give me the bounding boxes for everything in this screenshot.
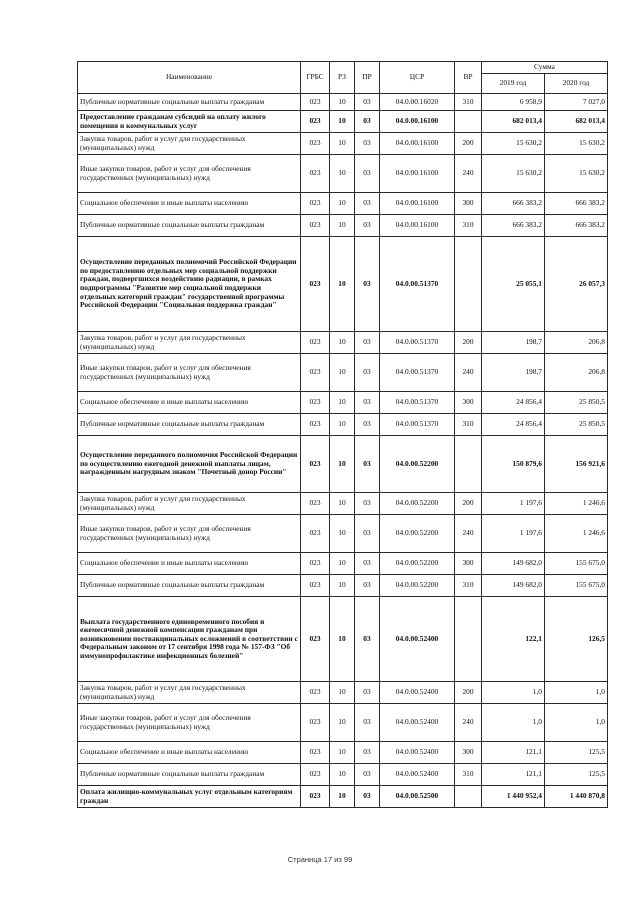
row-pr: 03 (355, 332, 380, 354)
row-name: Иные закупки товаров, работ и услуг для обеспечения государственных (муниципальных) нужд (78, 354, 301, 392)
row-amount-2019: 150 879,6 (482, 436, 545, 493)
row-amount-2019: 6 958,9 (482, 94, 545, 111)
row-name: Оплата жилищно-коммунальных услуг отдельным категориям граждан (78, 786, 301, 808)
row-vr: 310 (455, 575, 482, 597)
row-amount-2020: 206,8 (545, 332, 608, 354)
row-grbs: 023 (301, 742, 330, 764)
row-amount-2020: 15 630,2 (545, 155, 608, 193)
row-vr: 300 (455, 193, 482, 215)
row-name: Иные закупки товаров, работ и услуг для обеспечения государственных (муниципальных) нужд (78, 155, 301, 193)
row-csr: 04.0.00.52400 (380, 682, 455, 704)
row-amount-2020: 15 630,2 (545, 133, 608, 155)
table-row (78, 193, 608, 215)
row-csr: 04.0.00.16020 (380, 94, 455, 111)
table-row (78, 515, 608, 553)
row-pr: 03 (355, 682, 380, 704)
table-row (78, 354, 608, 392)
row-rz: 10 (330, 332, 355, 354)
row-rz: 10 (330, 237, 355, 332)
header-vr: ВР (455, 62, 482, 94)
row-pr: 03 (355, 414, 380, 436)
row-csr: 04.0.00.51370 (380, 332, 455, 354)
row-vr: 300 (455, 553, 482, 575)
row-rz: 10 (330, 742, 355, 764)
row-csr: 04.0.00.52200 (380, 436, 455, 493)
row-amount-2020: 7 027,0 (545, 94, 608, 111)
row-name: Осуществление переданных полномочий Российской Федерации по предоставлению отдельных мер социальной поддержки граждан, подвергшихся воздействию радиации, в рамках подпрограммы "Развитие мер социальной поддержки отдельных категорий граждан" государственной программы Российской Федерации "Социальная поддержка граждан" (78, 237, 301, 332)
row-amount-2019: 666 383,2 (482, 215, 545, 237)
row-rz: 10 (330, 193, 355, 215)
row-vr: 200 (455, 133, 482, 155)
row-csr: 04.0.00.52400 (380, 597, 455, 682)
row-amount-2020: 1 440 870,8 (545, 786, 608, 808)
row-grbs: 023 (301, 493, 330, 515)
row-name: Выплата государственного единовременного пособия и ежемесячной денежной компенсации гражданам при возникновении поствакцинальных осложнений в соответствии с Федеральным законом от 17 сентября 1998 года № 157-ФЗ "Об иммунопрофилактике инфекционных болезней" (78, 597, 301, 682)
table-row (78, 493, 608, 515)
row-pr: 03 (355, 111, 380, 133)
row-pr: 03 (355, 597, 380, 682)
row-vr: 240 (455, 354, 482, 392)
row-vr: 310 (455, 414, 482, 436)
row-grbs: 023 (301, 392, 330, 414)
row-pr: 03 (355, 215, 380, 237)
row-name: Закупка товаров, работ и услуг для государственных (муниципальных) нужд (78, 332, 301, 354)
row-amount-2019: 25 055,1 (482, 237, 545, 332)
row-amount-2019: 149 682,0 (482, 575, 545, 597)
row-vr (455, 436, 482, 493)
row-rz: 10 (330, 597, 355, 682)
row-pr: 03 (355, 764, 380, 786)
row-pr: 03 (355, 553, 380, 575)
row-grbs: 023 (301, 237, 330, 332)
header-rz: РЗ (330, 62, 355, 94)
row-grbs: 023 (301, 111, 330, 133)
table-row (78, 597, 608, 682)
row-name: Социальное обеспечение и иные выплаты населению (78, 742, 301, 764)
row-rz: 10 (330, 354, 355, 392)
row-csr: 04.0.00.51370 (380, 414, 455, 436)
row-name: Социальное обеспечение и иные выплаты населению (78, 553, 301, 575)
row-name: Публичные нормативные социальные выплаты гражданам (78, 215, 301, 237)
row-rz: 10 (330, 111, 355, 133)
row-rz: 10 (330, 414, 355, 436)
table-row (78, 237, 608, 332)
row-amount-2019: 1,0 (482, 682, 545, 704)
row-csr: 04.0.00.52500 (380, 786, 455, 808)
budget-table-sheet (77, 61, 607, 808)
row-vr: 200 (455, 493, 482, 515)
row-csr: 04.0.00.16100 (380, 215, 455, 237)
header-sum: Сумма (482, 62, 608, 74)
row-vr (455, 597, 482, 682)
row-vr: 240 (455, 155, 482, 193)
row-pr: 03 (355, 392, 380, 414)
row-vr (455, 786, 482, 808)
row-vr: 300 (455, 742, 482, 764)
row-rz: 10 (330, 133, 355, 155)
table-row (78, 111, 608, 133)
row-amount-2020: 1,0 (545, 682, 608, 704)
header-grbs: ГРБС (301, 62, 330, 94)
row-grbs: 023 (301, 354, 330, 392)
row-csr: 04.0.00.52200 (380, 493, 455, 515)
table-row (78, 392, 608, 414)
row-amount-2019: 1 197,6 (482, 515, 545, 553)
row-amount-2019: 1,0 (482, 704, 545, 742)
row-name: Публичные нормативные социальные выплаты гражданам (78, 94, 301, 111)
row-csr: 04.0.00.16100 (380, 193, 455, 215)
row-csr: 04.0.00.51370 (380, 237, 455, 332)
row-rz: 10 (330, 575, 355, 597)
row-rz: 10 (330, 392, 355, 414)
row-pr: 03 (355, 94, 380, 111)
table-row (78, 764, 608, 786)
row-name: Осуществление переданного полномочия Российской Федерации по осуществлению ежегодной денежной выплаты лицам, награжденным нагрудным знаком "Почетный донор России" (78, 436, 301, 493)
table-row (78, 575, 608, 597)
row-grbs: 023 (301, 193, 330, 215)
row-amount-2020: 126,5 (545, 597, 608, 682)
table-row (78, 414, 608, 436)
row-amount-2019: 198,7 (482, 354, 545, 392)
row-grbs: 023 (301, 436, 330, 493)
row-csr: 04.0.00.52200 (380, 575, 455, 597)
row-name: Иные закупки товаров, работ и услуг для обеспечения государственных (муниципальных) нужд (78, 515, 301, 553)
row-amount-2020: 155 675,0 (545, 553, 608, 575)
row-grbs: 023 (301, 575, 330, 597)
row-amount-2019: 198,7 (482, 332, 545, 354)
row-amount-2019: 1 440 952,4 (482, 786, 545, 808)
row-grbs: 023 (301, 597, 330, 682)
row-rz: 10 (330, 94, 355, 111)
row-name: Закупка товаров, работ и услуг для государственных (муниципальных) нужд (78, 493, 301, 515)
row-amount-2019: 121,1 (482, 742, 545, 764)
row-vr: 310 (455, 94, 482, 111)
table-body (78, 94, 608, 808)
row-grbs: 023 (301, 682, 330, 704)
row-csr: 04.0.00.52200 (380, 515, 455, 553)
row-amount-2020: 666 383,2 (545, 215, 608, 237)
row-amount-2020: 206,8 (545, 354, 608, 392)
row-amount-2019: 122,1 (482, 597, 545, 682)
row-vr: 240 (455, 704, 482, 742)
row-grbs: 023 (301, 764, 330, 786)
table-row (78, 786, 608, 808)
row-pr: 03 (355, 133, 380, 155)
row-grbs: 023 (301, 133, 330, 155)
row-grbs: 023 (301, 515, 330, 553)
row-csr: 04.0.00.16100 (380, 111, 455, 133)
row-grbs: 023 (301, 786, 330, 808)
row-amount-2020: 125,5 (545, 764, 608, 786)
row-vr: 310 (455, 764, 482, 786)
row-grbs: 023 (301, 94, 330, 111)
row-amount-2020: 1 246,6 (545, 515, 608, 553)
row-grbs: 023 (301, 332, 330, 354)
row-amount-2019: 24 856,4 (482, 414, 545, 436)
header-year-2020: 2020 год (545, 74, 608, 94)
row-amount-2020: 666 383,2 (545, 193, 608, 215)
row-pr: 03 (355, 515, 380, 553)
row-amount-2019: 24 856,4 (482, 392, 545, 414)
row-rz: 10 (330, 515, 355, 553)
row-vr: 240 (455, 515, 482, 553)
row-amount-2020: 1,0 (545, 704, 608, 742)
row-name: Социальное обеспечение и иные выплаты населению (78, 193, 301, 215)
header-csr: ЦСР (380, 62, 455, 94)
row-name: Социальное обеспечение и иные выплаты населению (78, 392, 301, 414)
table-row (78, 133, 608, 155)
row-vr: 200 (455, 332, 482, 354)
row-rz: 10 (330, 553, 355, 575)
row-rz: 10 (330, 704, 355, 742)
row-csr: 04.0.00.16100 (380, 155, 455, 193)
row-rz: 10 (330, 764, 355, 786)
row-amount-2019: 1 197,6 (482, 493, 545, 515)
row-amount-2019: 15 630,2 (482, 155, 545, 193)
row-rz: 10 (330, 215, 355, 237)
table-row (78, 704, 608, 742)
table-row (78, 332, 608, 354)
row-name: Предоставление гражданам субсидий на оплату жилого помещения и коммунальных услуг (78, 111, 301, 133)
row-amount-2020: 156 921,6 (545, 436, 608, 493)
row-amount-2020: 25 850,5 (545, 392, 608, 414)
row-name: Иные закупки товаров, работ и услуг для обеспечения государственных (муниципальных) нужд (78, 704, 301, 742)
row-name: Закупка товаров, работ и услуг для государственных (муниципальных) нужд (78, 682, 301, 704)
table-row (78, 553, 608, 575)
budget-table (77, 61, 608, 808)
row-rz: 10 (330, 682, 355, 704)
row-amount-2019: 149 682,0 (482, 553, 545, 575)
row-amount-2020: 125,5 (545, 742, 608, 764)
row-csr: 04.0.00.51370 (380, 354, 455, 392)
row-amount-2020: 682 013,4 (545, 111, 608, 133)
row-csr: 04.0.00.52200 (380, 553, 455, 575)
table-row (78, 155, 608, 193)
row-grbs: 023 (301, 414, 330, 436)
row-grbs: 023 (301, 215, 330, 237)
row-amount-2019: 121,1 (482, 764, 545, 786)
row-name: Публичные нормативные социальные выплаты гражданам (78, 764, 301, 786)
row-vr: 310 (455, 215, 482, 237)
row-rz: 10 (330, 493, 355, 515)
table-row (78, 436, 608, 493)
row-pr: 03 (355, 354, 380, 392)
row-csr: 04.0.00.52400 (380, 704, 455, 742)
row-csr: 04.0.00.51370 (380, 392, 455, 414)
row-pr: 03 (355, 742, 380, 764)
header-pr: ПР (355, 62, 380, 94)
table-row (78, 742, 608, 764)
table-row (78, 94, 608, 111)
row-pr: 03 (355, 786, 380, 808)
row-vr (455, 111, 482, 133)
row-amount-2020: 155 675,0 (545, 575, 608, 597)
row-name: Публичные нормативные социальные выплаты гражданам (78, 414, 301, 436)
row-pr: 03 (355, 575, 380, 597)
row-amount-2019: 682 013,4 (482, 111, 545, 133)
row-name: Публичные нормативные социальные выплаты гражданам (78, 575, 301, 597)
table-row (78, 682, 608, 704)
row-grbs: 023 (301, 704, 330, 742)
row-pr: 03 (355, 704, 380, 742)
row-vr: 200 (455, 682, 482, 704)
row-pr: 03 (355, 436, 380, 493)
row-csr: 04.0.00.52400 (380, 742, 455, 764)
row-rz: 10 (330, 786, 355, 808)
page-number: Страница 17 из 99 (287, 855, 353, 864)
row-amount-2019: 15 630,2 (482, 133, 545, 155)
row-vr: 300 (455, 392, 482, 414)
row-amount-2020: 26 057,3 (545, 237, 608, 332)
row-grbs: 023 (301, 155, 330, 193)
row-grbs: 023 (301, 553, 330, 575)
row-amount-2020: 25 850,5 (545, 414, 608, 436)
row-vr (455, 237, 482, 332)
row-pr: 03 (355, 493, 380, 515)
row-rz: 10 (330, 436, 355, 493)
header-year-2019: 2019 год (482, 74, 545, 94)
row-name: Закупка товаров, работ и услуг для государственных (муниципальных) нужд (78, 133, 301, 155)
header-name: Наименование (78, 62, 301, 94)
row-rz: 10 (330, 155, 355, 193)
row-pr: 03 (355, 237, 380, 332)
row-pr: 03 (355, 193, 380, 215)
row-pr: 03 (355, 155, 380, 193)
row-amount-2019: 666 383,2 (482, 193, 545, 215)
row-amount-2020: 1 246,6 (545, 493, 608, 515)
row-csr: 04.0.00.16100 (380, 133, 455, 155)
row-csr: 04.0.00.52400 (380, 764, 455, 786)
table-row (78, 215, 608, 237)
